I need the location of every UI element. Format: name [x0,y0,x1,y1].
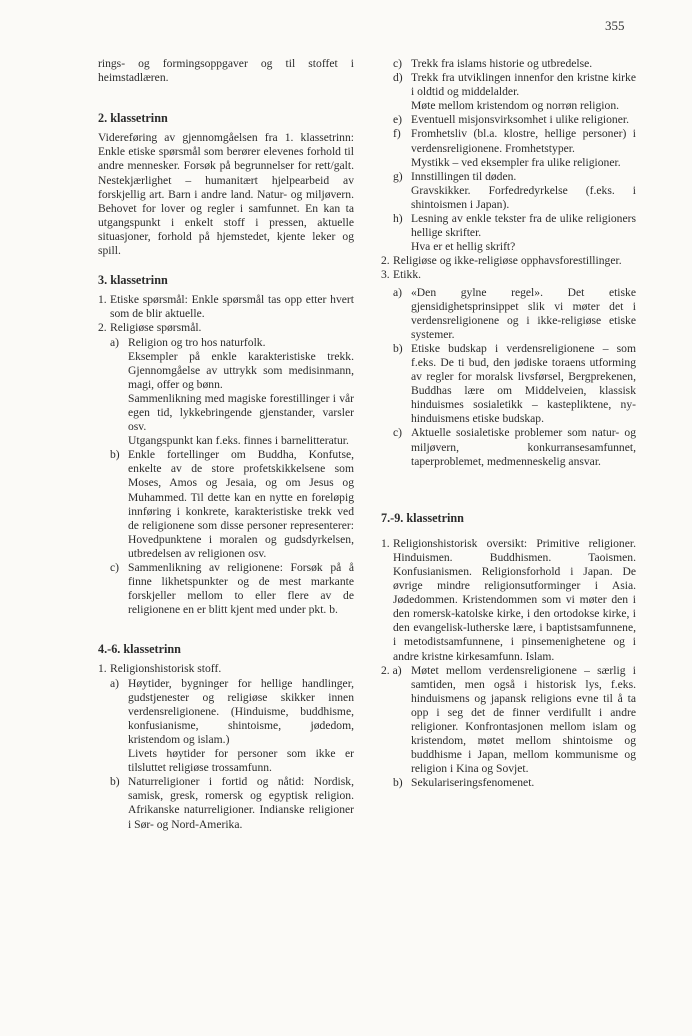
list-item-continuation: Gravskikker. Forfedredyrkelse (f.eks. i shintoismen i Japan). [411,183,636,211]
list-item: h) Lesning av enkle tekster fra de ulike religioners hellige skrifter. [393,212,636,240]
list-item: 1. Religionshistorisk oversikt: Primitive religioner. Hinduismen. Buddhismen. Taoismen. Konfusianismen. Religionsforhold i Japan. De øvrige mindre religionsutforminger i Asia. Jødedommen. Kristendommen som vi møter den i den romersk-katolske kirke, i den ortodokse kirke, i den evangelisk-lutherske lære, i baptistsamfunnene, i metodistsamfunnene, i pinsemenighetene og i andre kristne kirkesamfunn. Islam. [381,536,636,663]
list-item: d) Trekk fra utviklingen innenfor den kristne kirke i oldtid og middelalder. [393,71,636,99]
list-item: b) Naturreligioner i fortid og nåtid: Nordisk, samisk, gresk, romersk og egyptisk religion. Afrikanske naturreligioner. Indianske religioner i Sør- og Nord-Amerika. [110,775,354,831]
page-number: 355 [605,18,625,33]
list-item: 2. Religiøse spørsmål. [98,321,202,335]
list-item: 2. Religiøse og ikke-religiøse opphavsforestillinger. [381,254,622,268]
list-item: g) Innstillingen til døden. [393,169,517,183]
list-item-continuation: Hva er et hellig skrift? [411,240,516,254]
heading-4-6-klassetrinn: 4.-6. klassetrinn [98,642,181,657]
list-item: 3. Etikk. [381,268,422,282]
list-item: b) Etiske budskap i verdensreligionene – som f.eks. De ti bud, den jødiske toraens utforming av regler for moralsk livsførsel, Bergprekenen, Buddhas lære om Middelveien, klassisk hinduismes sosialetikk – kastepliktene, ny-hinduismens etiske budskap. [393,341,636,426]
list-item-continuation: Sammenlikning med magiske forestillinger i vår egen tid, lykkebringende gjenstander, varsler osv. [128,391,354,434]
list-item: c) Trekk fra islams historie og utbredelse. [393,57,593,70]
list-item: a) «Den gylne regel». Det etiske gjensidighetsprinsippet slik vi møter det i verdensreligionene og i ikke-religiøse etiske systemer. [393,285,636,341]
heading-7-9-klassetrinn: 7.-9. klassetrinn [381,510,464,525]
list-item-continuation: Eksempler på enkle karakteristiske trekk. Gjennomgåelse av uttrykk som medisinmann, magi, offer og bønn. [128,349,354,391]
list-item: 1. Religionshistorisk stoff. [98,662,222,676]
right-column [381,57,636,791]
list-item-continuation: Mystikk – ved eksempler fra ulike religioner. [411,155,621,169]
section-2-text: Videreføring av gjennomgåelsen fra 1. klassetrinn: Enkle etiske spørsmål som berører elevenes forhold til andre mennesker. Forsøk på begrunnelser for rett/galt. Nestekjærlighet – humanitært hjelpearbeid av forskjellig art. Barn i andre land. Natur- og miljøvern. Behovet for lover og regler i samfunnet. En kan ta utgangspunkt i enkelt stoff i pressen, aktuelle situasjoner, forhold på hjemstedet, kjente leker og spill. [98,131,354,258]
list-item: f) Fromhetsliv (bl.a. klostre, hellige personer) i verdensreligionene. Fromhetstyper. [393,127,636,155]
list-item: e) Eventuell misjonsvirksomhet i ulike religioner. [393,113,629,127]
list-item-continuation: Livets høytider for personer som ikke er tilsluttet religiøse trossamfunn. [128,747,354,775]
list-item-continuation: Møte mellom kristendom og norrøn religion. [411,99,620,113]
list-item: b) Enkle fortellinger om Buddha, Konfutse, enkelte av de store profetskikkelsene som Moses, Amos og Jesaia, og om Jesus og Muhammed. Til dette kan en nytte en foreløpig innføring i konkrete, karakteristiske trekk ved de religionene som disse personer representerer: Hovedpunktene i moralen og gudsdyrkelsen, utbredelsen av religionen osv. [110,448,354,560]
list-item: 1. Etiske spørsmål: Enkle spørsmål tas opp etter hvert som de blir aktuelle. [98,293,354,321]
list-item-continuation: Utgangspunkt kan f.eks. finnes i barnelitteratur. [128,434,349,448]
list-item: a) Religion og tro hos naturfolk. [110,335,266,349]
left-column [98,57,354,832]
heading-3-klassetrinn: 3. klassetrinn [98,273,168,288]
list-item: b) Sekulariseringsfenomenet. [393,776,535,790]
list-item: 2. a) Møtet mellom verdensreligionene – særlig i samtiden, men også i historisk lys, f.eks. hinduismens og japansk religions evne til å ta opp i seg det de finner verdifullt i andre religioner. Konfrontasjonen mellom islam og kristendom, møtet mellom shintoisme og buddhisme i Japan, mellom kommunisme og religion i Kina og Sovjet. [381,663,636,776]
list-item: a) Høytider, bygninger for hellige handlinger, gudstjenester og religiøse skikker innen verdensreligionene. (Hinduisme, buddhisme, konfusianisme, shintoisme, jødedom, kristendom og islam.) [110,676,354,746]
intro-text: rings- og formingsoppgaver og til stoffet i heimstadlæren. [98,57,354,85]
heading-2-klassetrinn: 2. klassetrinn [98,111,168,126]
list-item: c) Aktuelle sosialetiske problemer som natur- og miljøvern, konkurransesamfunnet, taperproblemet, medmenneskelig ansvar. [393,426,636,468]
list-item: c) Sammenlikning av religionene: Forsøk på å finne likhetspunkter og de mest markante forskjeller mellom to eller flere av de religionene en er blitt kjent med under pkt. b. [110,561,354,617]
